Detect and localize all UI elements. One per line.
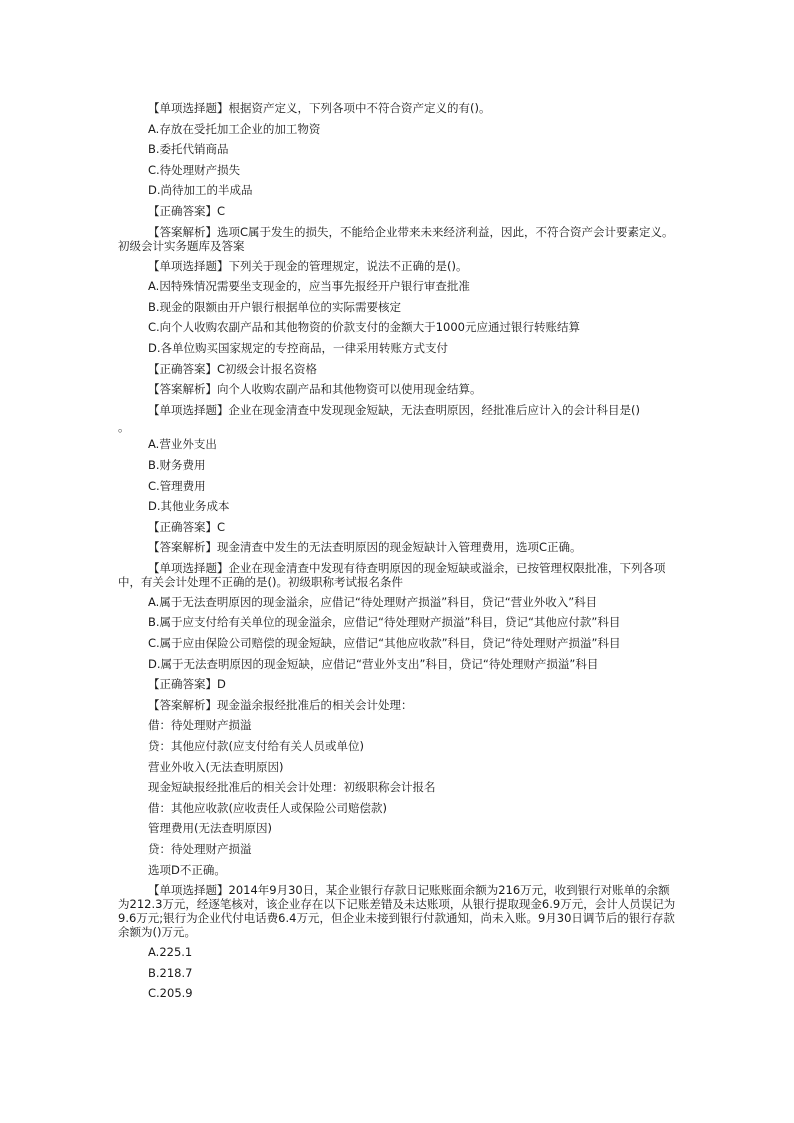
option-b: B.现金的限额由开户银行根据单位的实际需要核定 [148, 299, 402, 314]
option-d: D.其他业务成本 [148, 499, 230, 514]
explanation-conclusion: 选项D不正确。 [148, 862, 226, 877]
option-d: D.各单位购买国家规定的专控商品，一律采用转账方式支付 [148, 340, 449, 355]
option-c: C.管理费用 [148, 478, 206, 493]
option-b: B.财务费用 [148, 457, 206, 472]
option-c: C.属于应由保险公司赔偿的现金短缺，应借记“其他应收款”科目，贷记“待处理财产损溢”科目 [148, 636, 621, 651]
option-d: D.属于无法查明原因的现金短缺，应借记“营业外支出”科目，贷记“待处理财产损溢”科目 [148, 656, 599, 671]
question-1-stem: 【单项选择题】根据资产定义，下列各项中不符合资产定义的有()。 [148, 101, 491, 115]
correct-answer: 【正确答案】C [148, 203, 226, 218]
journal-entry-line: 营业外收入(无法查明原因) [148, 759, 284, 774]
option-a: A.存放在受托加工企业的加工物资 [148, 121, 321, 136]
answer-explanation: 【答案解析】现金溢余报经批准后的相关会计处理： [148, 697, 413, 712]
option-c: C.向个人收购农副产品和其他物资的价款支付的金额大于1000元应通过银行转账结算 [148, 320, 580, 335]
option-a: A.属于无法查明原因的现金溢余，应借记“待处理财产损溢”科目，贷记“营业外收入”科目 [148, 594, 598, 609]
correct-answer: 【正确答案】C [148, 519, 226, 534]
answer-explanation: 【答案解析】现金清查中发生的无法查明原因的现金短缺计入管理费用，选项C正确。 [148, 540, 582, 555]
option-d: D.尚待加工的半成品 [148, 183, 253, 198]
question-2-stem: 【单项选择题】下列关于现金的管理规定，说法不正确的是()。 [148, 258, 468, 273]
option-a: A.225.1 [148, 945, 193, 960]
option-c: C.205.9 [148, 986, 193, 1001]
question-3-stem: 【单项选择题】企业在现金清查中发现现金短缺，无法查明原因，经批准后应计入的会计科目是() [148, 402, 640, 417]
journal-entry-line: 现金短缺报经批准后的相关会计处理：初级职称会计报名 [148, 780, 436, 795]
question-4-stem: 【单项选择题】企业在现金清查中发现有待查明原因的现金短缺或溢余，已按管理权限批准，下列各项中，有关会计处理不正确的是()。初级职称考试报名条件 [118, 560, 666, 589]
journal-entry-line: 贷：其他应付款(应支付给有关人员或单位) [148, 739, 364, 754]
journal-entry-line: 贷：待处理财产损溢 [148, 842, 252, 856]
option-c: C.待处理财产损失 [148, 162, 241, 177]
answer-explanation: 【答案解析】选项C属于发生的损失，不能给企业带来未来经济利益，因此，不符合资产会计要素定义。初级会计实务题库及答案 [118, 224, 674, 253]
answer-explanation: 【答案解析】向个人收购农副产品和其他物资可以使用现金结算。 [148, 382, 482, 397]
option-b: B.委托代销商品 [148, 142, 229, 157]
option-a: A.因特殊情况需要坐支现金的，应当事先报经开户银行审查批准 [148, 279, 470, 294]
journal-entry-line: 借：待处理财产损溢 [148, 718, 252, 733]
document-body [118, 98, 678, 1004]
correct-answer: 【正确答案】D [148, 677, 226, 692]
option-b: B.218.7 [148, 965, 193, 980]
option-a: A.营业外支出 [148, 437, 217, 452]
option-b: B.属于应支付给有关单位的现金溢余，应借记“待处理财产损溢”科目，贷记“其他应付款”科目 [148, 615, 621, 630]
question-3-stem-continued: 。 [118, 420, 130, 435]
correct-answer: 【正确答案】C初级会计报名资格 [148, 361, 318, 376]
journal-entry-line: 借：其他应收款(应收责任人或保险公司赔偿款) [148, 800, 387, 815]
question-5-stem: 【单项选择题】2014年9月30日，某企业银行存款日记账账面余额为216万元，收到银行对账单的余额为212.3万元，经逐笔核对，该企业存在以下记账差错及未达账项，从银行提取现金6.9万元，会计人员误记为9.6万元;银行为企业代付电话费6.4万元，但企业未接到银行付款通知，尚未入账。9月30日调节后的银行存款余额为()万元。 [118, 883, 676, 940]
journal-entry-line: 管理费用(无法查明原因) [148, 821, 272, 836]
